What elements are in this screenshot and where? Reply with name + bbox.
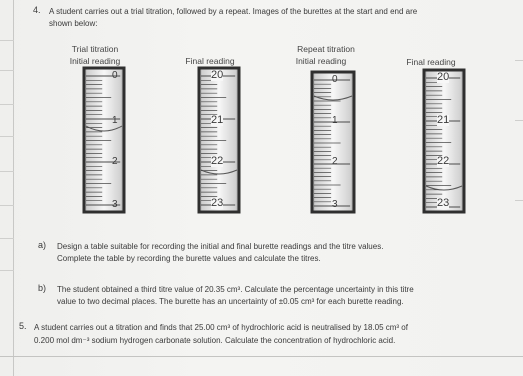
question-5-number: 5. — [19, 321, 27, 331]
burette-4-scale-23: 23 — [437, 197, 450, 209]
burette-1-scale-3: 3 — [112, 199, 118, 210]
burette-1-subtitle: Initial reading — [69, 56, 121, 66]
question-4-intro-line2: shown below: — [49, 19, 98, 28]
part-a-line2: Complete the table by recording the burette values and calculate the titres. — [57, 254, 321, 263]
part-b-line1: The student obtained a third titre value of 20.35 cm³. Calculate the percentage uncertainty in this titre — [57, 285, 414, 294]
burette-3 — [312, 72, 354, 212]
part-b-line2: value to two decimal places. The burette has an uncertainty of ±0.05 cm³ for each burette reading. — [57, 297, 404, 306]
burette-1-scale-2: 2 — [112, 156, 118, 167]
burette-4-scale-22: 22 — [437, 155, 450, 167]
burette-3-scale-0: 0 — [332, 74, 338, 85]
part-a-line1: Design a table suitable for recording the initial and final burette readings and the titre values. — [57, 242, 384, 251]
burette-3-subtitle: Initial reading — [295, 56, 347, 66]
burette-3-scale-2: 2 — [332, 156, 338, 167]
part-b-label: b) — [38, 283, 47, 293]
burette-2-scale-20: 20 — [211, 69, 224, 81]
burette-1-title: Trial titration — [71, 44, 119, 54]
burette-2-scale-21: 21 — [211, 114, 224, 126]
burette-4-subtitle: Final reading — [406, 57, 456, 67]
burette-1-scale-0: 0 — [112, 70, 118, 81]
burette-3-title: Repeat titration — [297, 44, 355, 54]
burette-4-scale-20: 20 — [437, 71, 450, 83]
question-5-line1: A student carries out a titration and finds that 25.00 cm³ of hydrochloric acid is neutralised by 18.05 cm³ of — [34, 323, 408, 332]
burette-1-scale-1: 1 — [112, 115, 118, 126]
question-5-line2: 0.200 mol dm⁻³ sodium hydrogen carbonate solution. Calculate the concentration of hydrochloric acid. — [34, 336, 396, 345]
burette-2 — [199, 68, 239, 212]
question-4-intro-line1: A student carries out a trial titration, followed by a repeat. Images of the burettes at the start and end are — [49, 7, 418, 16]
burette-3-scale-3: 3 — [332, 199, 338, 210]
burette-2-scale-23: 23 — [211, 197, 224, 209]
question-4-number: 4. — [33, 5, 41, 15]
burette-4-scale-21: 21 — [437, 114, 450, 126]
burette-2-subtitle: Final reading — [185, 56, 235, 66]
burette-3-scale-1: 1 — [332, 115, 338, 126]
burette-1 — [84, 68, 124, 212]
part-a-label: a) — [38, 240, 47, 250]
bottom-ruled-line — [0, 356, 523, 357]
burette-2-scale-22: 22 — [211, 155, 224, 167]
burette-4 — [424, 70, 464, 212]
